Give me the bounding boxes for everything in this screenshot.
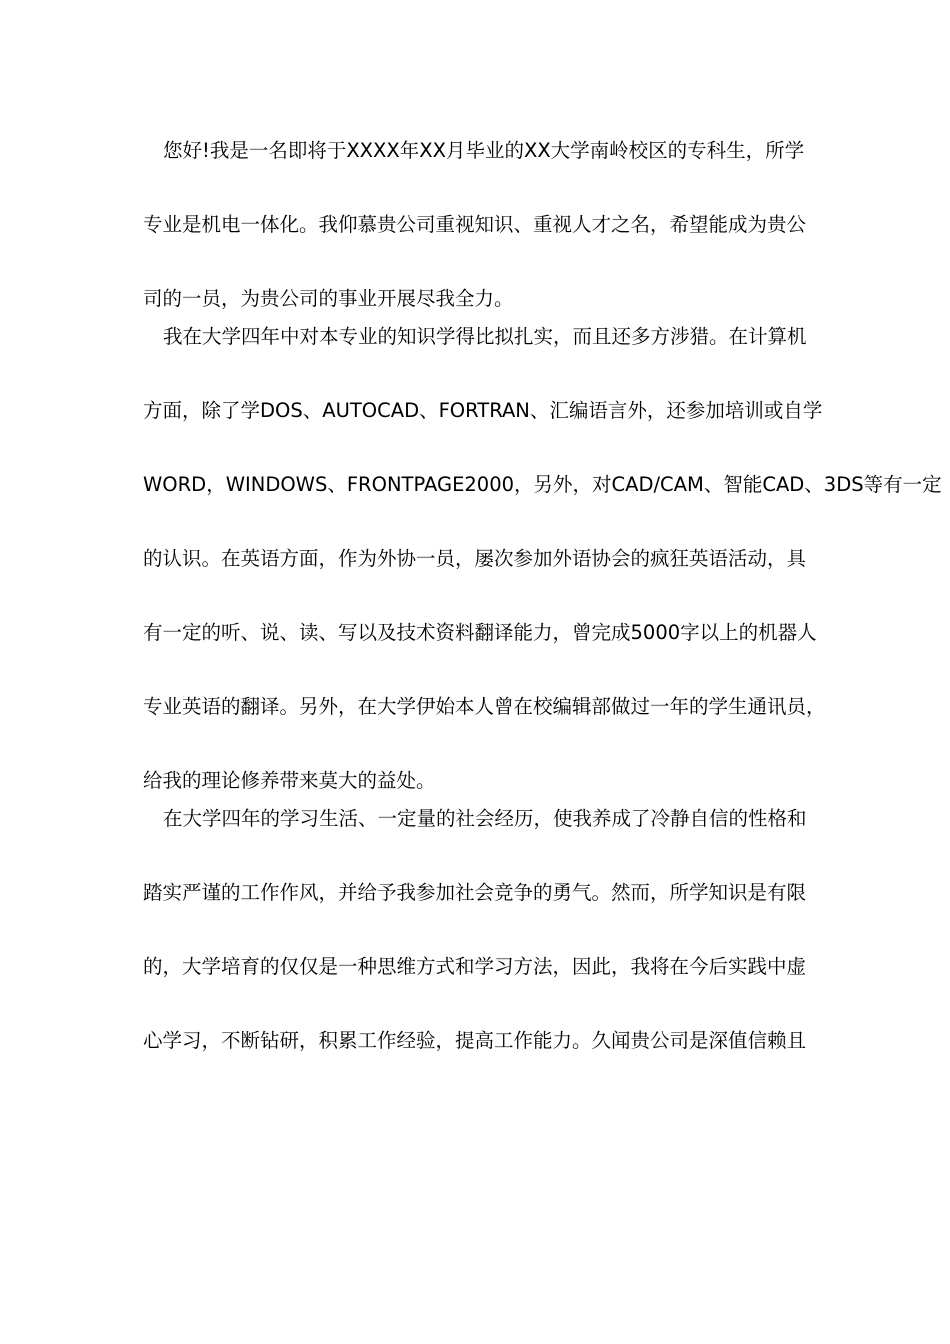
letter-body [143, 132, 942, 1060]
paragraph-3-line-1: 在大学四年的学习生活、一定量的社会经历，使我养成了冷静自信的性格和 [163, 807, 807, 830]
paragraph-2-line-2: 方面，除了学DOS、AUTOCAD、FORTRAN、汇编语言外，还参加培训或自学 [143, 399, 823, 422]
paragraph-3-line-4: 心学习，不断钻研，积累工作经验，提高工作能力。久闻贵公司是深值信赖且 [143, 1029, 807, 1052]
paragraph-2-line-6: 专业英语的翻译。另外，在大学伊始本人曾在校编辑部做过一年的学生通讯员， [143, 695, 826, 718]
line-spacing [143, 652, 813, 688]
line-spacing [143, 912, 813, 948]
line-spacing [143, 170, 813, 206]
line-spacing [143, 838, 813, 874]
line-spacing [143, 244, 813, 280]
paragraph-2-line-5: 有一定的听、说、读、写以及技术资料翻译能力，曾完成5000字以上的机器人 [143, 621, 817, 644]
paragraph-1-line-2: 专业是机电一体化。我仰慕贵公司重视知识、重视人才之名，希望能成为贵公 [143, 213, 807, 236]
paragraph-2-line-4: 的认识。在英语方面，作为外协一员，屡次参加外语协会的疯狂英语活动，具 [143, 547, 807, 570]
line-spacing [143, 726, 813, 762]
paragraph-1-line-1: 您好!我是一名即将于XXXX年XX月毕业的XX大学南岭校区的专科生，所学 [163, 139, 805, 162]
paragraph-2-line-1: 我在大学四年中对本专业的知识学得比拟扎实，而且还多方涉猎。在计算机 [163, 325, 807, 348]
paragraph-3-line-3: 的，大学培育的仅仅是一种思维方式和学习方法，因此，我将在今后实践中虚 [143, 955, 807, 978]
paragraph-2-line-3: WORD，WINDOWS、FRONTPAGE2000，另外，对CAD/CAM、智能CAD、3DS等有一定 [143, 473, 942, 496]
line-spacing [143, 986, 813, 1022]
line-spacing [143, 578, 813, 614]
paragraph-1-line-3: 司的一员，为贵公司的事业开展尽我全力。 [143, 287, 514, 310]
line-spacing [143, 356, 813, 392]
line-spacing [143, 430, 813, 466]
paragraph-2-line-7: 给我的理论修养带来莫大的益处。 [143, 769, 436, 792]
line-spacing [143, 504, 813, 540]
paragraph-3-line-2: 踏实严谨的工作作风，并给予我参加社会竞争的勇气。然而，所学知识是有限 [143, 881, 807, 904]
